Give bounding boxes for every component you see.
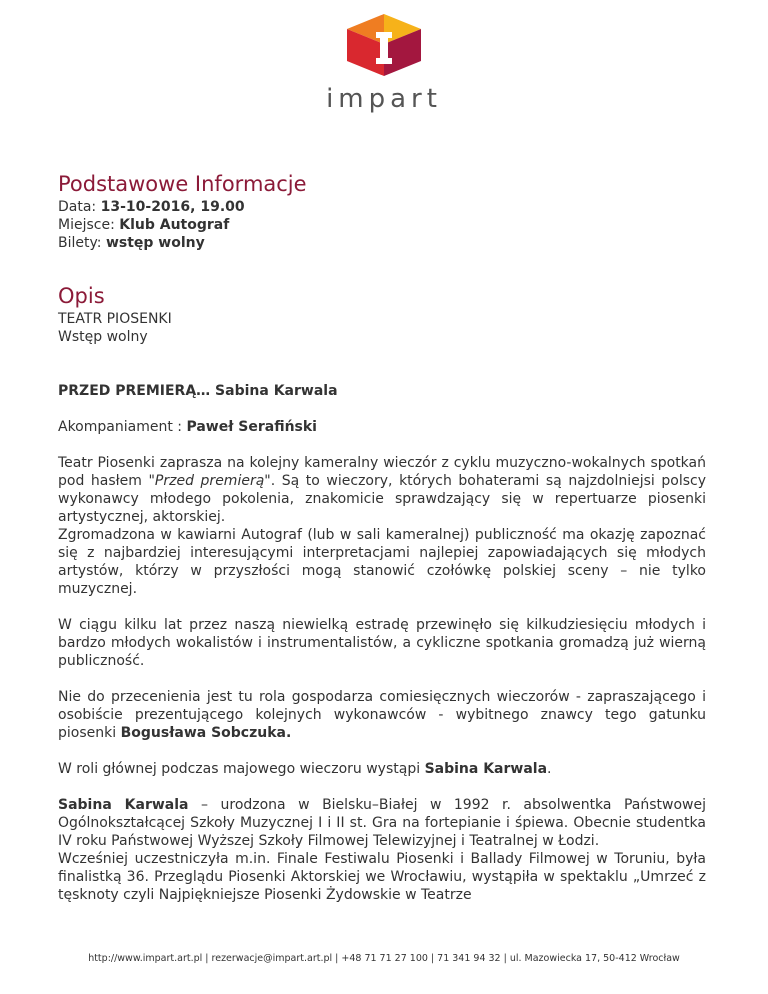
paragraph-intro-a: Teatr Piosenki zaprasza na kolejny kameralny wieczór z cyklu muzyczno-wokalnych spotkań pod hasłem " [58, 455, 706, 489]
paragraph-intro [58, 454, 706, 526]
accompaniment-label: Akompaniament : [58, 419, 187, 435]
paragraph-audience: Zgromadzona w kawiarni Autograf (lub w sali kameralnej) publiczność ma okazję zapoznać się z najbardziej interesującymi interpretacjami najlepiej zapowiadających się młodych artystów, którzy w przyszłości mogą stanowić czołówkę polskiej sceny – nie tylko muzycznej. [58, 527, 706, 597]
info-tickets-label: Bilety: [58, 235, 102, 251]
paragraph-history: W ciągu kilku lat przez naszą niewielką estradę przewinęło się kilkudziesięciu młodych i bardzo młodych wokalistów i instrumentalistów, a cykliczne spotkania gromadzą już wierną publiczność. [58, 617, 706, 669]
brand-name: impart [326, 84, 442, 114]
entry-note: Wstęp wolny [58, 329, 148, 345]
section-heading-description: Opis [58, 284, 105, 308]
paragraph-lead-c: . [547, 761, 552, 777]
paragraph-bio-name: Sabina Karwala [58, 797, 189, 813]
paragraph-achievements: Wcześniej uczestniczyła m.in. Finale Festiwalu Piosenki i Ballady Filmowej w Toruniu, była finalistką 36. Przeglądu Piosenki Aktorskiej we Wrocławiu, wystąpiła w spektaklu „Umrzeć z tęsknoty czyli Najpiękniejsze Piosenki Żydowskie w Teatrze [58, 851, 706, 903]
info-place-label: Miejsce: [58, 217, 115, 233]
info-tickets-value: wstęp wolny [105, 235, 205, 251]
event-title [58, 382, 706, 400]
theatre-name: TEATR PIOSENKI [58, 311, 172, 327]
paragraph-host [58, 688, 706, 742]
paragraph-lead [58, 760, 706, 778]
paragraph-bio-text: – urodzona w Bielsku–Białej w 1992 r. absolwentka Państwowej Ogólnokształcącej Szkoły Muzycznej I i II st. Gra na fortepianie i śpiewa. Obecnie studentka IV roku Państwowej Wyższej Szkoły Filmowej Telewizyjnej i Teatralnej w Łodzi. [58, 797, 707, 849]
info-date [58, 198, 706, 216]
info-date-label: Data: [58, 199, 97, 215]
paragraph-intro-em: Przed premierą [154, 473, 265, 489]
paragraph-lead-b: Sabina Karwala [424, 761, 548, 777]
section-heading-basic-info: Podstawowe Informacje [58, 172, 307, 196]
paragraph-bio [58, 796, 706, 850]
content [58, 170, 706, 904]
footer-contact: http://www.impart.art.pl | rezerwacje@impart.art.pl | +48 71 71 27 100 | 71 341 94 32 | ul. Mazowiecka 17, 50-412 Wrocław [88, 953, 680, 964]
paragraph-host-b: Bogusława Sobczuka. [120, 725, 292, 741]
paragraph-intro-b: ". Są to wieczory, których bohaterami są najzdolniejsi polscy wykonawcy młodego pokolenia, znakomicie sprawdzający się w repertuarze piosenki artystycznej, aktorskiej. [58, 473, 706, 525]
info-tickets [58, 234, 706, 252]
paragraph-lead-a: W roli głównej podczas majowego wieczoru wystąpi [58, 761, 425, 777]
accompaniment-name: Paweł Serafiński [186, 419, 317, 435]
info-place [58, 216, 706, 234]
info-place-value: Klub Autograf [119, 217, 230, 233]
accompaniment [58, 418, 706, 436]
impart-logo-icon [347, 14, 421, 76]
info-date-value: 13-10-2016, 19.00 [100, 199, 245, 215]
paragraph-host-a: Nie do przecenienia jest tu rola gospodarza comiesięcznych wieczorów - zapraszającego i osobiście prezentującego kolejnych wykonawców - wybitnego znawcy tego gatunku piosenki [58, 689, 706, 741]
event-title-text: PRZED PREMIERĄ… Sabina Karwala [58, 383, 338, 399]
